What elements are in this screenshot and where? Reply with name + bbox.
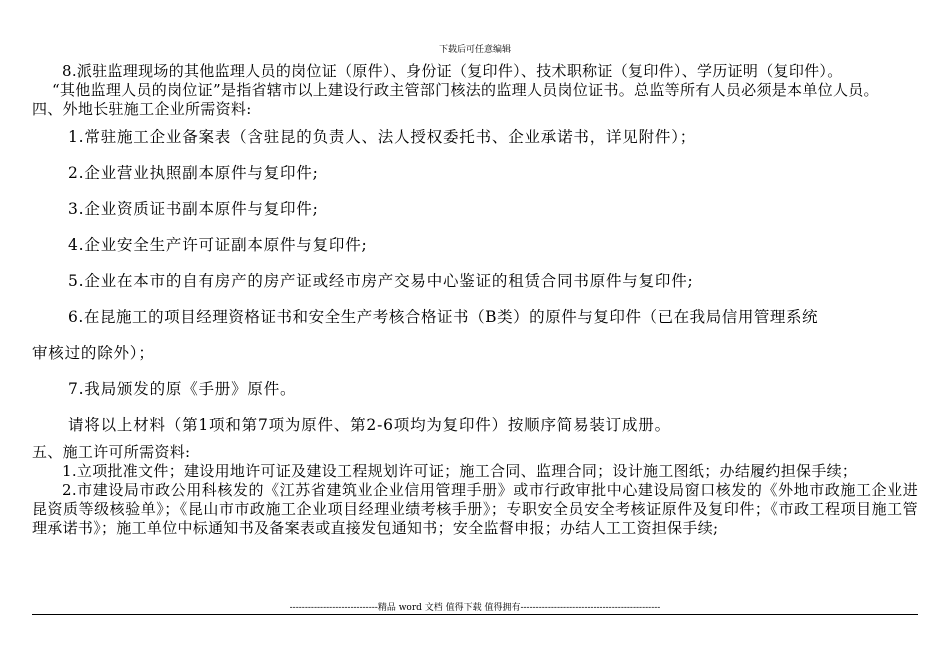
section-4-item-7: 7.我局颁发的原《手册》原件。 <box>68 380 297 398</box>
section-5-item-1: 1.立项批准文件；建设用地许可证及建设工程规划许可证；施工合同、监理合同；设计施工图纸；办结履约担保手续； <box>62 462 858 480</box>
page-footer: -----------------------------精品 word 文档 值得下载 值得拥有---------------------------------------------- <box>289 603 661 613</box>
footer-rule <box>32 614 918 615</box>
section-4-list <box>32 119 918 443</box>
section-4-item-5: 5.企业在本市的自有房产的房产证或经市房产交易中心鉴证的租赁合同书原件与复印件; <box>68 272 694 290</box>
item-8-note: “其他监理人员的岗位证”是指省辖市以上建设行政主管部门核法的监理人员岗位证书。总监等所有人员必须是本单位人员。 <box>52 81 879 99</box>
section-4-note: 请将以上材料（第1项和第7项为原件、第2-6项均为复印件）按顺序简易装订成册。 <box>68 416 671 434</box>
page-header: 下载后可任意编辑 <box>438 45 511 55</box>
section-4-item-4: 4.企业安全生产许可证副本原件与复印件; <box>68 236 368 254</box>
section-4-heading: 四、外地长驻施工企业所需资料: <box>32 100 252 118</box>
section-4-item-1: 1.常驻施工企业备案表（含驻昆的负责人、法人授权委托书、企业承诺书，详见附件）； <box>68 128 697 146</box>
section-4-item-3: 3.企业资质证书副本原件与复印件; <box>68 200 319 218</box>
item-8: 8.派驻监理现场的其他监理人员的岗位证（原件）、身份证（复印件）、技术职称证（复印件）、学历证明（复印件）。 <box>62 62 843 80</box>
section-4-item-6-cont: 审核过的除外）； <box>32 344 155 362</box>
section-5-heading: 五、施工许可所需资料: <box>32 443 191 461</box>
section-4-item-2: 2.企业营业执照副本原件与复印件; <box>68 164 319 182</box>
section-4-item-6: 6.在昆施工的项目经理资格证书和安全生产考核合格证书（B类）的原件与复印件（已在我局信用管理系统 <box>68 308 819 326</box>
document-body <box>32 62 918 538</box>
section-5-item-2: 2.市建设局市政公用科核发的《江苏省建筑业企业信用管理手册》或市行政审批中心建设局窗口核发的《外地市政施工企业进昆资质等级核验单》；《昆山市市政施工企业项目经理业绩考核手册》；专职安全员安全考核证原件及复印件；《市政工程项目施工管理承诺书》；施工单位中标通知书及备案表或直接发包通知书；安全监督申报；办结人工工资担保手续; <box>32 481 918 537</box>
